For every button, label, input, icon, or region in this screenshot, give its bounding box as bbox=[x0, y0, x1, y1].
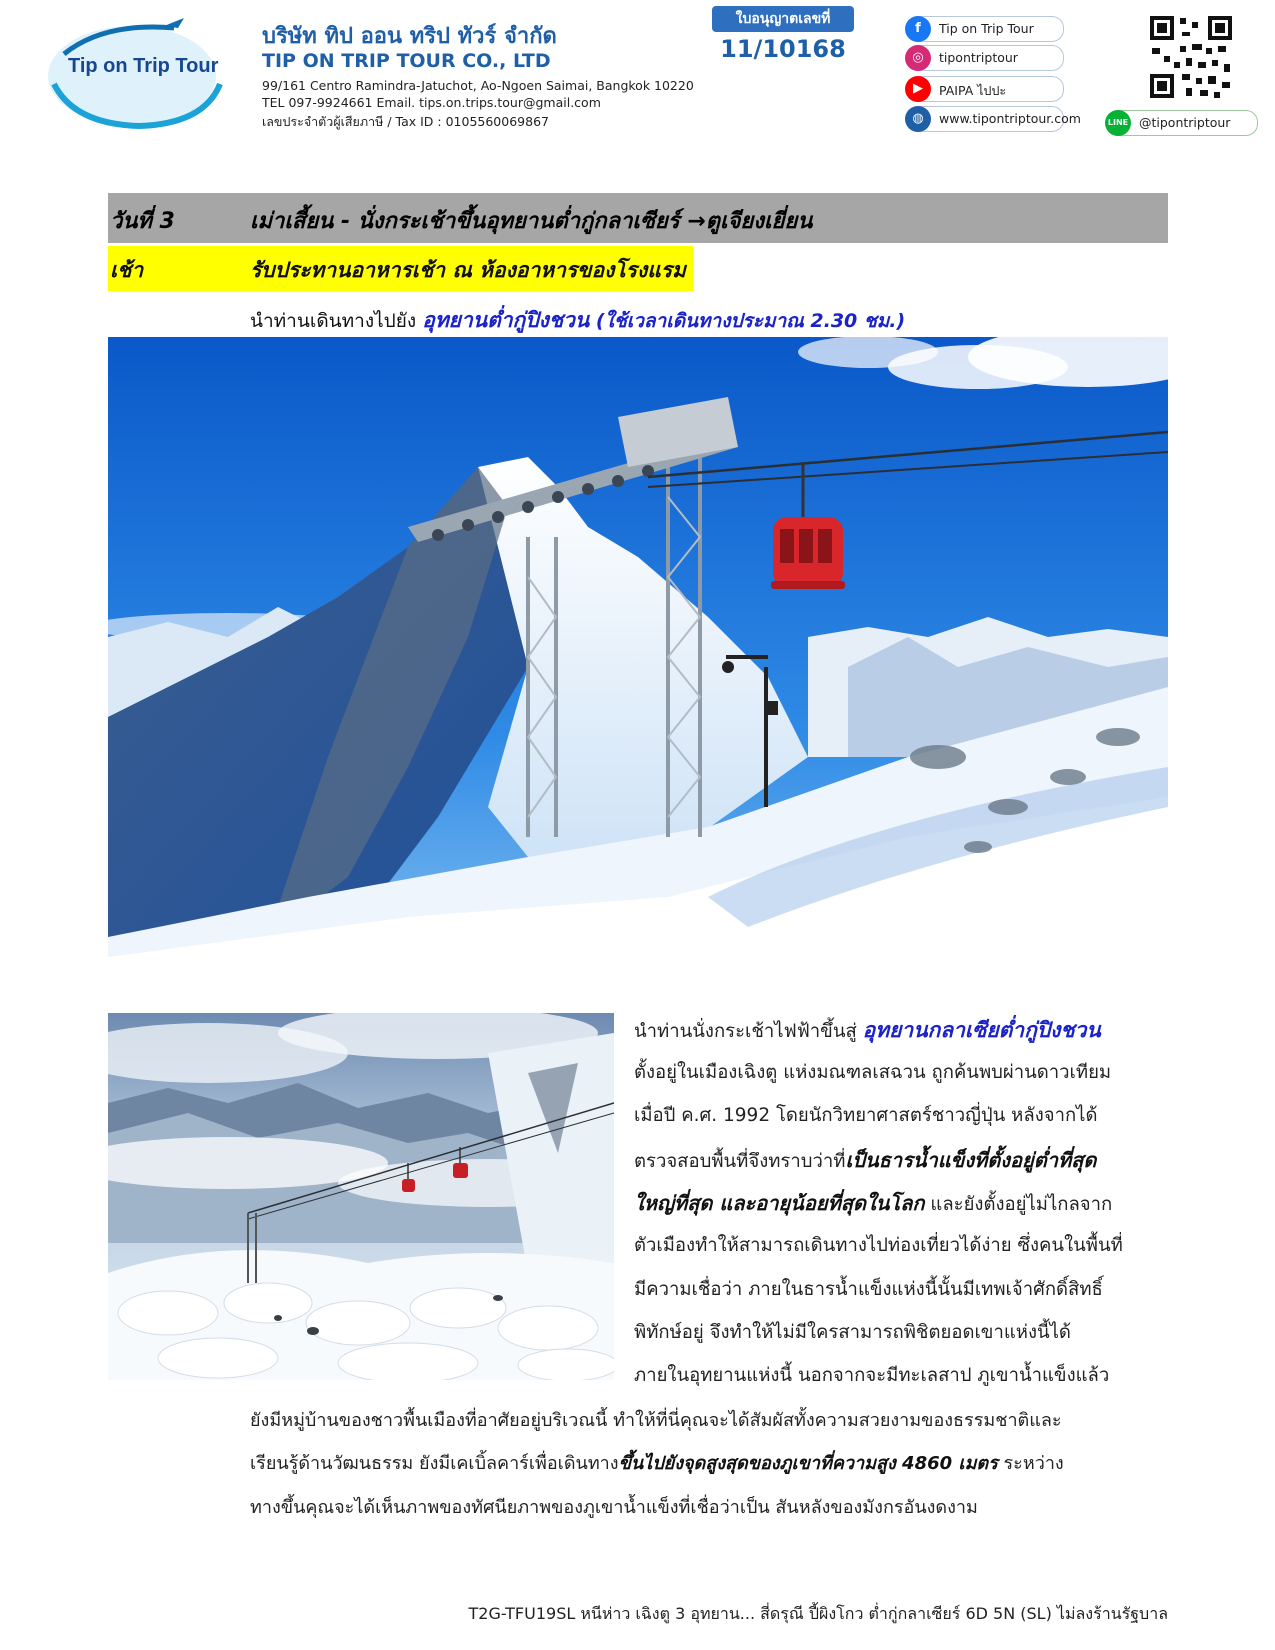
day-route: เม่าเสี้ยน - นั่งกระเช้าขึ้นอุทยานต่ำกู่กลาเซียร์ bbox=[250, 209, 688, 234]
meal-label: เช้า bbox=[110, 258, 144, 282]
glacier-fact-1: เป็นธารน้ำแข็งที่ตั้งอยู่ต่ำที่สุด bbox=[845, 1148, 1097, 1172]
travel-line bbox=[250, 304, 905, 337]
youtube-label: PAIPA ไปปะ bbox=[939, 83, 1007, 98]
company-tax-id: เลขประจำตัวผู้เสียภาษี / Tax ID : 0105560069867 bbox=[262, 114, 549, 129]
body-line-7: มีความเชื่อว่า ภายในธารน้ำแข็งแห่งนี้นั้นมีเทพเจ้าศักดิ์สิทธิ์ bbox=[634, 1279, 1103, 1300]
instagram-link[interactable] bbox=[906, 45, 1064, 71]
logo-text: Tip on Trip Tour bbox=[68, 55, 219, 77]
company-name-english: TIP ON TRIP TOUR CO., LTD bbox=[262, 50, 551, 72]
license-number: 11/10168 bbox=[720, 35, 846, 63]
company-address: 99/161 Centro Ramindra-Jatuchot, Ao-Ngoen Saimai, Bangkok 10220 bbox=[262, 78, 694, 93]
day-label: วันที่ 3 bbox=[110, 209, 175, 234]
company-name-thai: บริษัท ทิป ออน ทริป ทัวร์ จำกัด bbox=[262, 24, 557, 49]
youtube-icon: ▶ bbox=[905, 76, 931, 102]
license-label: ใบอนุญาตเลขที่ bbox=[712, 6, 854, 32]
glacier-fact-2: ใหญ่ที่สุด และอายุน้อยที่สุดในโลก bbox=[634, 1191, 925, 1215]
body-line-2: ตั้งอยู่ในเมืองเฉิงตู แห่งมณฑลเสฉวน ถูกค้นพบผ่านดาวเทียม bbox=[634, 1062, 1112, 1083]
facebook-icon: f bbox=[905, 16, 931, 42]
instagram-icon: ◎ bbox=[905, 45, 931, 71]
body-line-8: พิทักษ์อยู่ จึงทำให้ไม่มีใครสามารถพิชิตยอดเขาแห่งนี้ได้ bbox=[634, 1322, 1071, 1343]
facebook-label: Tip on Trip Tour bbox=[939, 21, 1034, 36]
body-line-3: เมื่อปี ค.ศ. 1992 โดยนักวิทยาศาสตร์ชาวญี่ปุ่น หลังจากได้ bbox=[634, 1105, 1098, 1126]
body-line-9: ภายในอุทยานแห่งนี้ นอกจากจะมีทะเลสาป ภูเขาน้ำแข็งแล้ว bbox=[634, 1365, 1110, 1386]
arrow-icon: → bbox=[687, 209, 706, 234]
travel-duration: (ใช้เวลาเดินทางประมาณ 2.30 ชม.) bbox=[589, 310, 906, 332]
line-label: @tipontriptour bbox=[1139, 115, 1231, 130]
instagram-label: tipontriptour bbox=[939, 50, 1018, 65]
summit-height: ขึ้นไปยังจุดสูงสุดของภูเขาที่ความสูง 4860 เมตร bbox=[618, 1453, 998, 1474]
facebook-link[interactable] bbox=[906, 16, 1064, 42]
day-destination: ตูเจียงเยี่ยน bbox=[705, 209, 813, 234]
line-icon: LINE bbox=[1105, 110, 1131, 136]
web-icon: ◍ bbox=[905, 106, 931, 132]
footer-tour-code: T2G-TFU19SL หนีห่าว เฉิงตู 3 อุทยาน... สี่ดรุณี ปี้ผิงโกว ต่ำกู่กลาเซียร์ 6D 5N (SL) ไม่ลงร้านรัฐบาล bbox=[468, 1604, 1168, 1623]
line-link[interactable] bbox=[1106, 110, 1258, 136]
travel-prefix: นำท่านเดินทางไปยัง bbox=[250, 310, 423, 332]
glacier-park-name: อุทยานกลาเซียต่ำกู่ปิงชวน bbox=[862, 1018, 1101, 1042]
meal-text: รับประทานอาหารเช้า ณ ห้องอาหารของโรงแรม bbox=[250, 258, 686, 282]
body-line-1: นำท่านนั่งกระเช้าไฟฟ้าขึ้นสู่ อุทยานกลาเซียต่ำกู่ปิงชวน bbox=[634, 1018, 1101, 1042]
website-label: www.tipontriptour.com bbox=[939, 111, 1081, 126]
cable-car-photo bbox=[108, 337, 1168, 1001]
company-contact: TEL 097-9924661 Email. tips.on.trips.tour@gmail.com bbox=[262, 95, 601, 110]
body-line-5: ใหญ่ที่สุด และอายุน้อยที่สุดในโลก และยังตั้งอยู่ไม่ไกลจาก bbox=[634, 1191, 1113, 1215]
glacier-gondola-photo bbox=[108, 1013, 614, 1380]
day-title bbox=[250, 203, 812, 238]
body-line-11: เรียนรู้ด้านวัฒนธรรม ยังมีเคเบิ้ลคาร์เพื่อเดินทางขึ้นไปยังจุดสูงสุดของภูเขาที่ความสูง 4860 เมตร ระหว่าง bbox=[250, 1453, 1064, 1474]
body-line-4: ตรวจสอบพื้นที่จึงทราบว่าที่เป็นธารน้ำแข็งที่ตั้งอยู่ต่ำที่สุด bbox=[634, 1148, 1097, 1172]
body-line-6: ตัวเมืองทำให้สามารถเดินทางไปท่องเที่ยวได้ง่าย ซึ่งคนในพื้นที่ bbox=[634, 1235, 1123, 1256]
company-logo bbox=[44, 14, 224, 134]
website-link[interactable] bbox=[906, 106, 1081, 132]
body-line-12: ทางขึ้นคุณจะได้เห็นภาพของทัศนียภาพของภูเขาน้ำแข็งที่เชื่อว่าเป็น สันหลังของมังกรอันงดงาม bbox=[250, 1497, 978, 1518]
body-line-10: ยังมีหมู่บ้านของชาวพื้นเมืองที่อาศัยอยู่บริเวณนี้ ทำให้ที่นี่คุณจะได้สัมผัสทั้งความสวยงามของธรรมชาติและ bbox=[250, 1410, 1062, 1431]
qr-code[interactable] bbox=[1146, 12, 1236, 102]
youtube-link[interactable] bbox=[906, 76, 1064, 102]
travel-place: อุทยานต่ำกู่ปิงชวน bbox=[422, 308, 590, 332]
